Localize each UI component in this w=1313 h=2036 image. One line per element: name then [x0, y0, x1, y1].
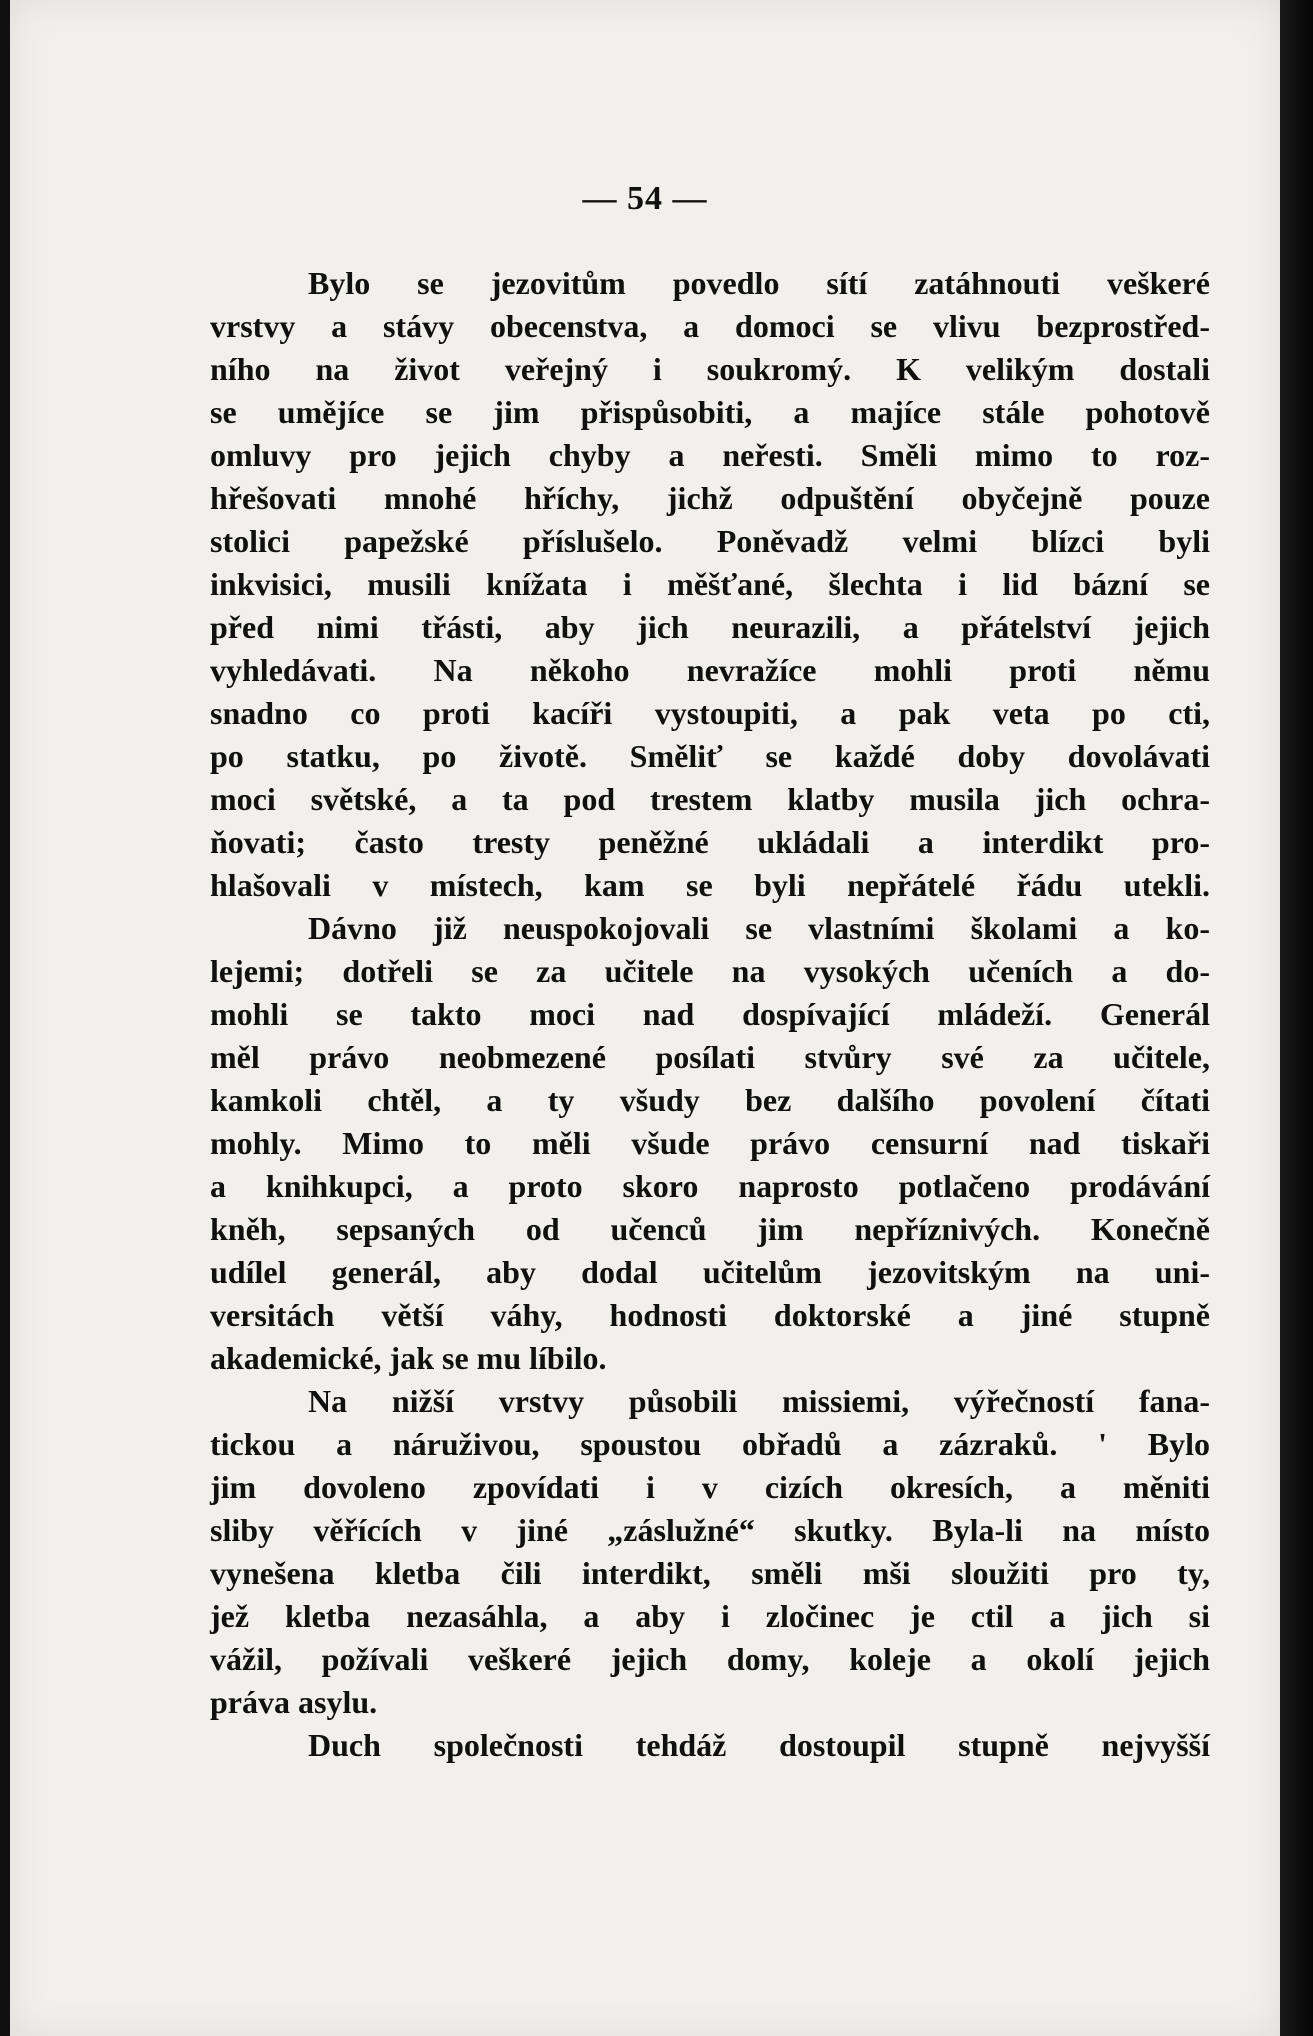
text-line: Bylo se jezovitům povedlo sítí zatáhnouti veškeré [308, 265, 1210, 301]
text-line: vrstvy a stávy obecenstva, a domoci se vlivu bezprostřed- [210, 308, 1210, 344]
page-number: — 54 — [582, 180, 708, 217]
text-line: měl právo neobmezené posílati stvůry své za učitele, [210, 1039, 1210, 1075]
text-line: Dávno již neuspokojovali se vlastními školami a ko- [308, 910, 1210, 946]
text-line: mohli se takto moci nad dospívající mládeží. Generál [210, 996, 1210, 1032]
text-line: práva asylu. [210, 1684, 378, 1720]
text-line: snadno co proti kacíři vystoupiti, a pak veta po cti, [210, 695, 1210, 731]
text-line: po statku, po životě. Směliť se každé doby dovolávati [210, 738, 1210, 774]
text-line: Duch společnosti tehdáž dostoupil stupně nejvyšší [308, 1727, 1210, 1763]
text-line: stolici papežské příslušelo. Poněvadž velmi blízci byli [210, 523, 1210, 559]
text-line: hřešovati mnohé hříchy, jichž odpuštění obyčejně pouze [210, 480, 1210, 516]
text-line: tickou a náruživou, spoustou obřadů a zázraků. ' Bylo [210, 1426, 1210, 1462]
text-line: akademické, jak se mu líbilo. [210, 1340, 607, 1376]
text-line: inkvisici, musili knížata i měšťané, šlechta i lid bázní se [210, 566, 1210, 602]
book-page [10, 0, 1280, 2036]
text-line: hlašovali v místech, kam se byli nepřátelé řádu utekli. [210, 867, 1210, 903]
text-line: lejemi; dotřeli se za učitele na vysokých učeních a do- [210, 953, 1210, 989]
page-edge-shadow [1280, 0, 1313, 2036]
text-line: a knihkupci, a proto skoro naprosto potlačeno prodávání [210, 1168, 1210, 1204]
text-line: udílel generál, aby dodal učitelům jezovitským na uni- [210, 1254, 1210, 1290]
text-line: před nimi třásti, aby jich neurazili, a přátelství jejich [210, 609, 1210, 645]
text-line: jež kletba nezasáhla, a aby i zločinec je ctil a jich si [210, 1598, 1210, 1634]
text-line: mohly. Mimo to měli všude právo censurní nad tiskaři [210, 1125, 1210, 1161]
text-line: kněh, sepsaných od učenců jim nepříznivých. Konečně [210, 1211, 1210, 1247]
text-line: vyhledávati. Na někoho nevražíce mohli proti němu [210, 652, 1210, 688]
text-line: vážil, požívali veškeré jejich domy, koleje a okolí jejich [210, 1641, 1210, 1677]
main-text [210, 262, 1210, 1767]
text-line: sliby věřících v jiné „záslužné“ skutky. Byla-li na místo [210, 1512, 1210, 1548]
text-line: jim dovoleno zpovídati i v cizích okresích, a měniti [210, 1469, 1210, 1505]
text-line: Na nižší vrstvy působili missiemi, výřečností fana- [308, 1383, 1210, 1419]
text-line: vynešena kletba čili interdikt, směli mši sloužiti pro ty, [210, 1555, 1210, 1591]
text-line: ňovati; často tresty peněžné ukládali a interdikt pro- [210, 824, 1210, 860]
text-line: omluvy pro jejich chyby a neřesti. Směli mimo to roz- [210, 437, 1210, 473]
text-line: kamkoli chtěl, a ty všudy bez dalšího povolení čítati [210, 1082, 1210, 1118]
text-line: versitách větší váhy, hodnosti doktorské a jiné stupně [210, 1297, 1210, 1333]
text-line: moci světské, a ta pod trestem klatby musila jich ochra- [210, 781, 1210, 817]
text-line: se umějíce se jim přispůsobiti, a majíce stále pohotově [210, 394, 1210, 430]
text-line: ního na život veřejný i soukromý. K velikým dostali [210, 351, 1210, 387]
